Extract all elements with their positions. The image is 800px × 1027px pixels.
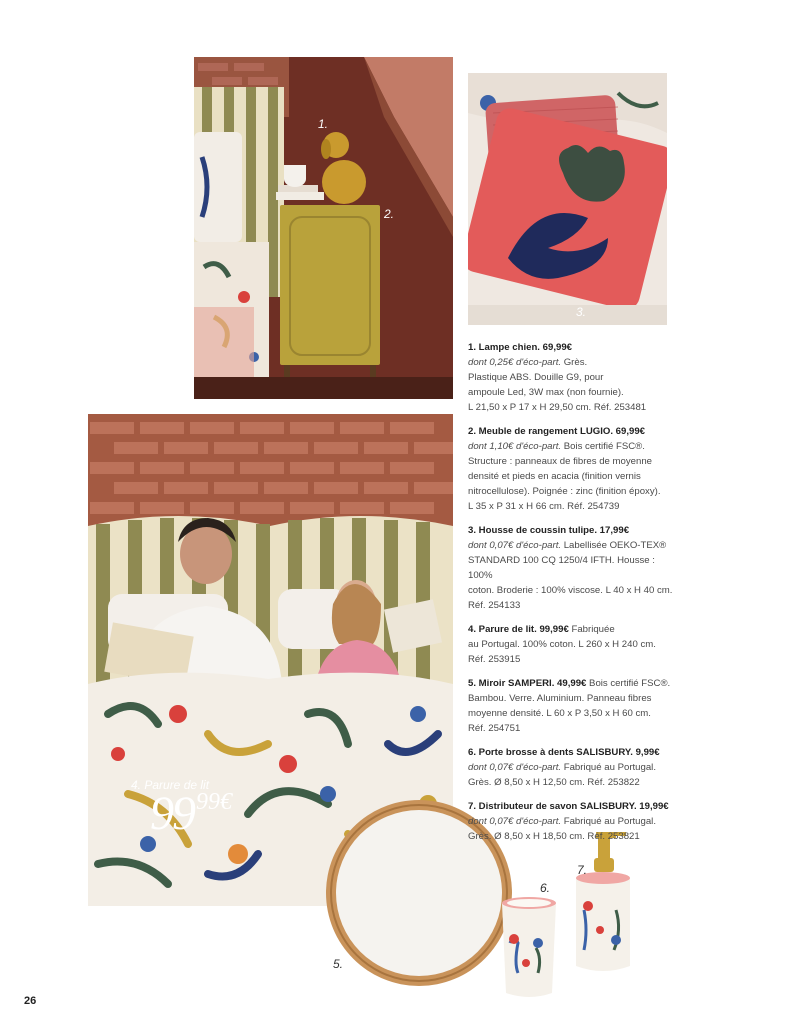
product-line: Fabriqué au Portugal. [563,762,656,773]
product-line: Bambou. Verre. Aluminium. Panneau fibres [468,693,652,704]
product-line: Réf. 254133 [468,600,521,611]
label-toothbrush: 6. [540,881,551,895]
product-eco-part: dont 0,07€ d'éco-part. [468,762,562,773]
product-item [468,676,682,736]
product-title: 4. Parure de lit. 99,99€ [468,624,569,635]
product-title: 5. Miroir SAMPERI. 49,99€ [468,678,587,689]
product-line: ampoule Led, 3W max (non fournie). [468,387,624,398]
product-title: 1. Lampe chien. 69,99€ [468,342,572,353]
product-title: 2. Meuble de rangement LUGIO. 69,99€ [468,426,646,437]
promo-label: 4. Parure de lit [131,778,210,792]
label-mirror: 5. [333,957,344,971]
product-descriptions [468,340,682,853]
product-line: Grès. [563,357,588,368]
product-item [468,799,682,844]
product-line: Grès. Ø 8,50 x H 18,50 cm. Réf. 253821 [468,831,640,842]
product-line: nitrocellulose). Poignée : zinc (finition époxy). [468,486,661,497]
product-line: au Portugal. 100% coton. L 260 x H 240 cm. [468,639,656,650]
promo-price-cents: 99€ [196,789,232,815]
product-line: STANDARD 100 CQ 1250/4 IFTH. Housse : 100% [468,555,655,581]
product-line: Bois certifié FSC®. [563,441,645,452]
product-line: coton. Broderie : 100% viscose. L 40 x H 40 cm. [468,585,673,596]
product-title: 6. Porte brosse à dents SALISBURY. 9,99€ [468,747,660,758]
label-cabinet: 2. [384,207,395,221]
product-line: Fabriqué au Portugal. [563,816,656,827]
toothbrush-holder-illustration [496,893,562,999]
cushion-illustration [468,73,667,325]
product-eco-part: dont 1,10€ d'éco-part. [468,441,562,452]
product-line: Réf. 253915 [468,654,521,665]
product-line: Structure : panneaux de fibres de moyenne [468,456,652,467]
label-lamp: 1. [318,117,329,131]
product-line: L 21,50 x P 17 x H 29,50 cm. Réf. 253481 [468,402,647,413]
product-title: 3. Housse de coussin tulipe. 17,99€ [468,525,630,536]
product-item [468,622,682,667]
product-line: densité et pieds en acacia (finition vernis [468,471,641,482]
bedside-scene-illustration [194,57,453,399]
product-item [468,340,682,415]
promo-price-main: 99 [150,787,194,840]
product-item [468,424,682,514]
product-line: Bois certifié FSC®. [589,678,671,689]
product-item [468,523,682,613]
promo-price [150,786,232,841]
product-line: Labellisée OEKO-TEX® [563,540,667,551]
product-line: Réf. 254751 [468,723,521,734]
product-title: 7. Distributeur de savon SALISBURY. 19,99€ [468,801,669,812]
photo-bedside-lamp-cabinet [194,57,453,399]
photo-cushion-tulip [468,73,667,325]
product-line: Fabriquée [571,624,615,635]
product-item [468,745,682,790]
label-cushion: 3. [576,305,587,319]
product-eco-part: dont 0,07€ d'éco-part. [468,540,562,551]
product-line: Grès. Ø 8,50 x H 12,50 cm. Réf. 253822 [468,777,640,788]
page-number: 26 [24,995,37,1007]
product-line: Plastique ABS. Douille G9, pour [468,372,604,383]
toothbrush-holder-cutout [496,893,562,999]
label-soap: 7. [577,863,588,877]
product-line: L 35 x P 31 x H 66 cm. Réf. 254739 [468,501,620,512]
product-line: moyenne densité. L 60 x P 3,50 x H 60 cm. [468,708,651,719]
product-eco-part: dont 0,25€ d'éco-part. [468,357,562,368]
product-eco-part: dont 0,07€ d'éco-part. [468,816,562,827]
